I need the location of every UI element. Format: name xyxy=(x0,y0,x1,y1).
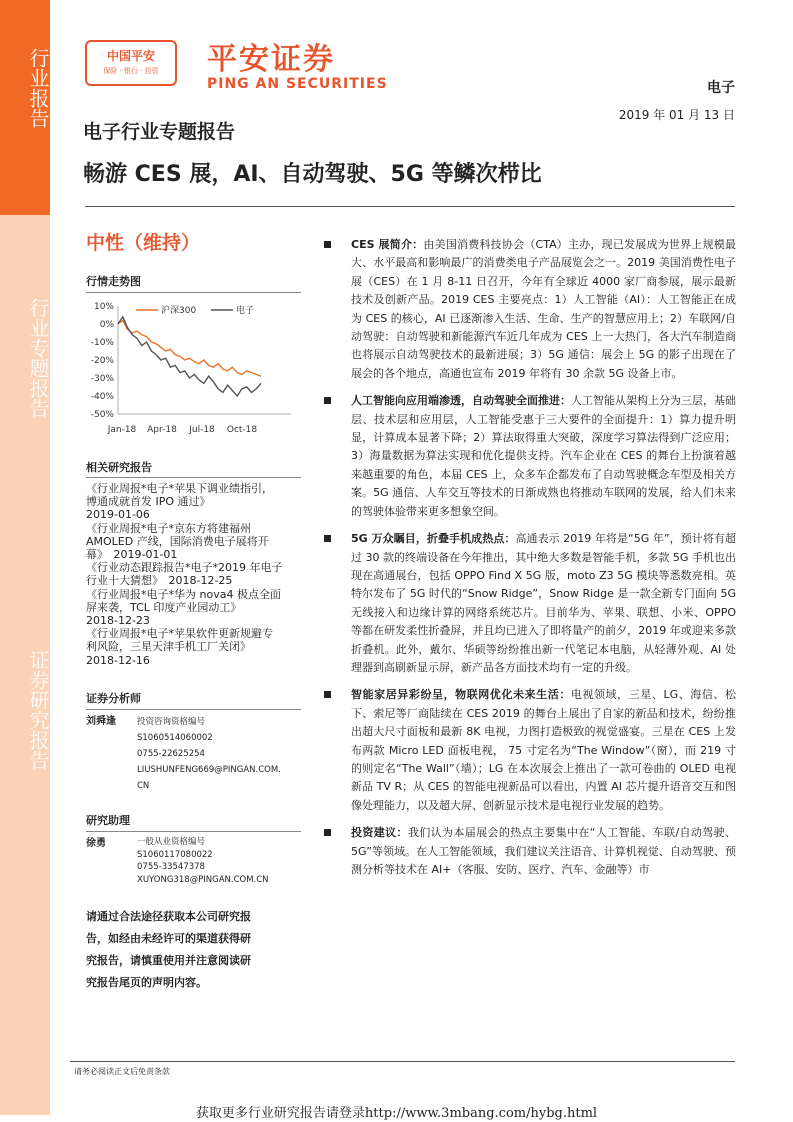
y-tick-label: 0% xyxy=(99,320,114,330)
sidebar-label-securities-research: 证券研究报告 xyxy=(26,650,50,770)
summary-paragraph xyxy=(320,236,736,383)
logo1-subtext: 保险 · 银行 · 投资 xyxy=(103,67,159,75)
paragraph-lead: 5G 万众瞩目，折叠手机成热点： xyxy=(351,532,516,546)
x-tick-label: Jan-18 xyxy=(107,425,137,435)
assistant-section-title: 研究助理 xyxy=(86,814,130,827)
y-tick-label: -40% xyxy=(90,392,114,402)
sidebar-label-special-report: 行业专题报告 xyxy=(26,298,50,418)
series-line-0 xyxy=(118,320,261,376)
related-section-title: 相关研究报告 xyxy=(86,461,152,474)
contact-line: CN xyxy=(137,781,150,791)
warning-line: 告，如经由未经许可的渠道获得研 xyxy=(86,932,251,945)
footer-divider xyxy=(70,1061,735,1062)
bullet-icon xyxy=(324,397,331,404)
warning-line: 请通过合法途径获取本公司研究报 xyxy=(86,910,251,923)
contact-line: S1060117080022 xyxy=(137,849,213,860)
logo2-en: PING AN SECURITIES xyxy=(207,76,388,92)
related-report-line: 《行业周报*电子*苹果软件更新规避专 xyxy=(86,627,273,641)
analyst-name: 刘舜逢 xyxy=(86,716,116,727)
related-report-line: 《行业动态跟踪报告*电子*2019 年电子 xyxy=(86,561,283,575)
related-report-line: 幕》 2019-01-01 xyxy=(86,548,178,562)
related-report-line: 《行业周报*电子*华为 nova4 极点全面 xyxy=(86,587,281,601)
related-section-line xyxy=(86,477,301,478)
related-report-line: 2018-12-23 xyxy=(86,614,150,628)
assistant-section-line xyxy=(86,831,301,832)
related-report-line: 屏来袭，TCL 印度产业园动工》 xyxy=(86,600,242,614)
related-report-line: 《行业周报*电子*苹果下调业绩指引， xyxy=(86,482,273,495)
logo1-text: 中国平安 xyxy=(106,49,155,63)
warning-line: 究报告，请慎重使用并注意阅读研 xyxy=(86,954,251,967)
paragraph-lead: 人工智能向应用端渗透，自动驾驶全面推进： xyxy=(351,394,571,408)
logo2-cn: 平安证券 xyxy=(207,42,335,77)
contact-line: XUYONG318@PINGAN.COM.CN xyxy=(137,874,269,885)
related-report-line: 博通成就首发 IPO 通过》 xyxy=(86,495,211,509)
footer-link[interactable]: 获取更多行业研究报告请登录http://www.3mbang.com/hybg.html xyxy=(195,1106,598,1121)
bullet-icon xyxy=(324,829,331,836)
y-tick-label: -50% xyxy=(90,410,114,420)
trend-section-line xyxy=(86,292,301,293)
contact-line: 投资咨询资格编号 xyxy=(137,717,206,727)
y-tick-label: -20% xyxy=(90,356,114,366)
assistant-info xyxy=(137,836,269,886)
contact-line: 0755-22625254 xyxy=(137,749,205,759)
x-tick-label: Apr-18 xyxy=(147,425,177,435)
footer-disclaimer: 请务必阅读正文后免责条款 xyxy=(74,1067,170,1076)
summary-column xyxy=(320,236,736,888)
report-date: 2019 年 01 月 13 日 xyxy=(618,108,735,122)
page-title: 畅游 CES 展，AI、自动驾驶、5G 等鳞次栉比 xyxy=(83,162,542,187)
y-tick-label: 10% xyxy=(93,302,114,312)
summary-paragraph xyxy=(320,824,736,879)
legal-warning xyxy=(86,906,301,994)
report-type: 电子行业专题报告 xyxy=(83,121,236,143)
paragraph-text: 我们认为本届展会的热点主要集中在“人工智能、车联/自动驾驶、5G”等领域。在人工智能领域，我们建议关注语音、计算机视觉、自动驾驶、预测分析等技术在 AI+（客服、安防、医疗、汽车、金融等）市 xyxy=(351,826,737,876)
related-report-line: 2019-01-06 xyxy=(86,508,150,522)
sidebar-label-industry-report: 行业报告 xyxy=(26,48,50,128)
analyst-info xyxy=(137,714,281,794)
header-divider xyxy=(85,206,735,207)
contact-line: 一般从业资格编号 xyxy=(137,837,206,847)
paragraph-lead: 智能家居异彩纷呈，物联网优化未来生活： xyxy=(351,688,571,702)
assistant-name: 徐勇 xyxy=(86,838,106,849)
analyst-section-line xyxy=(86,709,301,710)
related-report-line: 利风险，三星天津手机工厂关闭》 xyxy=(86,640,251,654)
trend-section-title: 行情走势图 xyxy=(86,275,141,288)
contact-line: LIUSHUNFENG669@PINGAN.COM. xyxy=(137,765,281,775)
y-tick-label: -10% xyxy=(90,338,114,348)
related-report-line: 行业十大猜想》 2018-12-25 xyxy=(86,574,233,588)
related-report-line: 《行业周报*电子*京东方将建福州 xyxy=(86,521,251,535)
legend-label: 电子 xyxy=(236,306,255,316)
trend-chart xyxy=(86,296,301,446)
summary-paragraph xyxy=(320,392,736,521)
related-report-line: AMOLED 产线，国际消费电子展将开 xyxy=(86,534,269,548)
series-line-1 xyxy=(118,317,261,396)
paragraph-lead: 投资建议： xyxy=(351,826,408,840)
x-tick-label: Jul-18 xyxy=(189,425,215,435)
paragraph-text: 电视领域，三星、LG、海信、松下、索尼等厂商陆续在 CES 2019 的舞台上展出了自家的新品和技术，纷纷推出超大尺寸面板和最新 8K 电视，力图打造极致的视觉盛宴。三星在 CES 上发布两款 Micro LED 面板电视， 75 寸定名为“The Window”（窗），而 219 寸的则定名“The Wall”（墙）；LG 在本次展会上推出了一款可卷曲的 OLED 电视新品 TV R；从 CES 的智能电视新品可以看出，内置 AI 芯片提升语音交互和图像处理能力，以及超大屏、创新显示技术是电视行业发展的趋势。 xyxy=(351,688,736,812)
bullet-icon xyxy=(324,691,331,698)
paragraph-text: 由美国消费科技协会（CTA）主办，现已发展成为世界上规模最大、水平最高和影响最广的消费类电子产品展览会之一。2019 美国消费性电子展（CES）在 1 月 8-11 日召开，今年有全球近 4000 家厂商参展，展示最新技术及创新产品。2019 CES 主要亮点：1）人工智能（AI）：人工智能正在成为 CES 的核心，AI 已逐渐渗入生活、生命、生产的智慧应用上；2）车联网/自动驾驶：自动驾驶和新能源汽车近几年成为 CES 上一大热门，各大汽车制造商也将展示自动驾驶技术的最新进展；3）5G 通信：展会上 5G 的影子出现在了展会的各个地点，高通也宣布 2019 年将有 30 余款 5G 设备上市。 xyxy=(351,238,736,380)
related-report-line: 2018-12-16 xyxy=(86,653,150,667)
summary-paragraph xyxy=(320,530,736,677)
paragraph-text: 高通表示 2019 年将是“5G 年”，预计将有超过 30 款的终端设备在今年推出，其中绝大多数是智能手机，多款 5G 手机也出现在高通展台，包括 OPPO Find X 5G 版，moto Z3 5G 模块等悉数亮相。英特尔发布了 5G 时代的“Snow Ridge”，Snow Ridge 是一款全新专门面向 5G 无线接入和边缘计算的网络系统芯片。目前华为、苹果、联想、小米、OPPO 等都在研发柔性折叠屏，并且均已进入了即将量产的前夕，2019 年或迎来多款折叠机。此外，戴尔、华硕等纷纷推出新一代笔记本电脑，从轻薄外观、AI 处理器到高刷新显示屏，新产品各方面技术均有一定的升级。 xyxy=(351,532,736,674)
contact-line: S1060514060002 xyxy=(137,733,213,743)
rating-badge: 中性（维持） xyxy=(86,232,201,254)
x-tick-label: Oct-18 xyxy=(226,425,258,435)
analyst-section-title: 证券分析师 xyxy=(86,692,141,705)
paragraph-lead: CES 展简介： xyxy=(351,238,424,251)
pingan-group-logo xyxy=(85,40,177,86)
warning-line: 究报告尾页的声明内容。 xyxy=(86,976,207,989)
contact-line: 0755-33547378 xyxy=(137,862,205,872)
paragraph-text: 人工智能从架构上分为三层，基础层、技术层和应用层，人工智能受惠于三大要件的全面提升：1）算力提升明显，计算成本显著下降；2）算法取得重大突破，深度学习算法得到广泛应用；3）海量数据为算法实现和优化提供支持。汽车企业在 CES 的舞台上扮演着越来越重要的角色，本届 CES 上，众多车企都发布了自动驾驶概念车型及相关方案。5G 通信、人车交互等技术的日渐成熟也将推动车联网的发展，给人们未来的驾驶体验带来更多想象空间。 xyxy=(351,394,736,518)
industry-label: 电子 xyxy=(707,80,735,96)
bullet-icon xyxy=(324,241,331,248)
bullet-icon xyxy=(324,535,331,542)
y-tick-label: -30% xyxy=(90,374,114,384)
legend-label: 沪深300 xyxy=(161,306,197,316)
pingan-securities-logo xyxy=(207,34,388,92)
related-reports-list xyxy=(86,482,301,667)
summary-paragraph xyxy=(320,686,736,815)
